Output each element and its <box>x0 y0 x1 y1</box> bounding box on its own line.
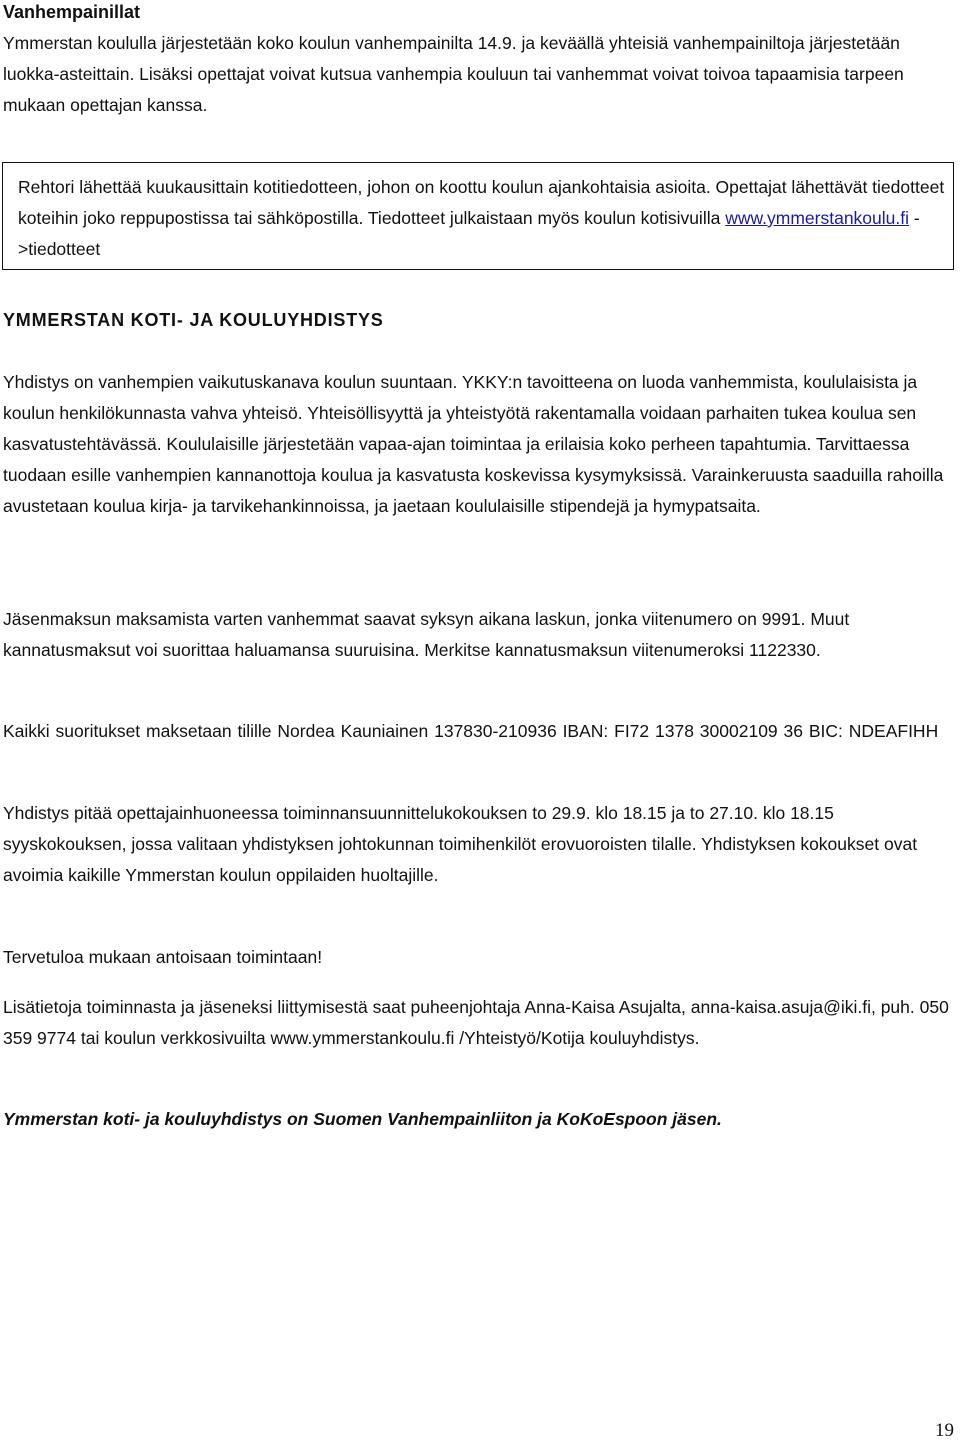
welcome-text: Tervetuloa mukaan antoisaan toimintaan! <box>3 947 323 967</box>
info-paragraph: Lisätietoja toiminnasta ja jäseneksi liittymisestä saat puheenjohtaja Anna-Kaisa Asujalta, anna-kaisa.asuja@iki.fi, puh. 050 359 9774 tai koulun verkkosivuilta www.ymmerstankoulu.fi /Yhteistyö/Kotija kouluyhdistys. <box>3 997 949 1048</box>
membership-paragraph: Jäsenmaksun maksamista varten vanhemmat saavat syksyn aikana laskun, jonka viitenumero on 9991. Muut kannatusmaksut voi suorittaa haluamansa suuruisina. Merkitse kannatusmaksun viitenumeroksi 1122330. <box>3 609 850 660</box>
notice-text <box>18 172 948 265</box>
intro-paragraph: Ymmerstan koululla järjestetään koko koulun vanhempainilta 14.9. ja keväällä yhteisiä vanhempainiltoja järjestetään luokka-asteittain. Lisäksi opettajat voivat kutsua vanhempia kouluun tai vanhemmat voivat toivoa tapaamisia tarpeen mukaan opettajan kanssa. <box>3 33 904 115</box>
notice-text-body: Rehtori lähettää kuukausittain kotitiedotteen, johon on koottu koulun ajankohtaisia asioita. Opettajat lähettävät tiedotteet koteihin joko reppupostissa tai sähköpostilla. Tiedotteet julkaistaan myös koulun kotisivuilla <box>18 177 945 228</box>
notice-box <box>2 162 954 270</box>
meetings-paragraph: Yhdistys pitää opettajainhuoneessa toiminnansuunnittelukokouksen to 29.9. klo 18.15 ja to 27.10. klo 18.15 syyskokouksen, jossa valitaan yhdistyksen johtokunnan toimihenkilöt erovuoroisten tilalle. Yhdistyksen kokoukset ovat avoimia kaikille Ymmerstan koulun oppilaiden huoltajille. <box>3 803 918 885</box>
school-website-link[interactable]: www.ymmerstankoulu.fi <box>725 208 910 228</box>
section-title: Vanhempainillat <box>3 2 141 22</box>
notice-text-suffix: ->tiedotteet <box>18 208 920 259</box>
association-heading: YMMERSTAN KOTI- JA KOULUYHDISTYS <box>3 310 384 330</box>
association-paragraph: Yhdistys on vanhempien vaikutuskanava koulun suuntaan. YKKY:n tavoitteena on luoda vanhemmista, koululaisista ja koulun henkilökunnasta vahva yhteisö. Yhteisöllisyyttä ja yhteistyötä rakentamalla voidaan parhaiten tukea koulua sen kasvatustehtävässä. Koululaisille järjestetään vapaa-ajan toimintaa ja erilaisia koko perheen tapahtumia. Tarvittaessa tuodaan esille vanhempien kannanottoja koulua ja kasvatusta koskevissa kysymyksissä. Varainkeruusta saaduilla rahoilla avustetaan koulua kirja- ja tarvikehankinnoissa, ja jaetaan koululaisille stipendejä ja hymypatsaita. <box>3 372 944 516</box>
closing-statement: Ymmerstan koti- ja kouluyhdistys on Suomen Vanhempainliiton ja KoKoEspoon jäsen. <box>3 1109 722 1129</box>
payment-paragraph: Kaikki suoritukset maksetaan tilille Nordea Kauniainen 137830-210936 IBAN: FI72 1378 30002109 36 BIC: NDEAFIHH <box>3 721 939 741</box>
page-number: 19 <box>935 1420 954 1441</box>
